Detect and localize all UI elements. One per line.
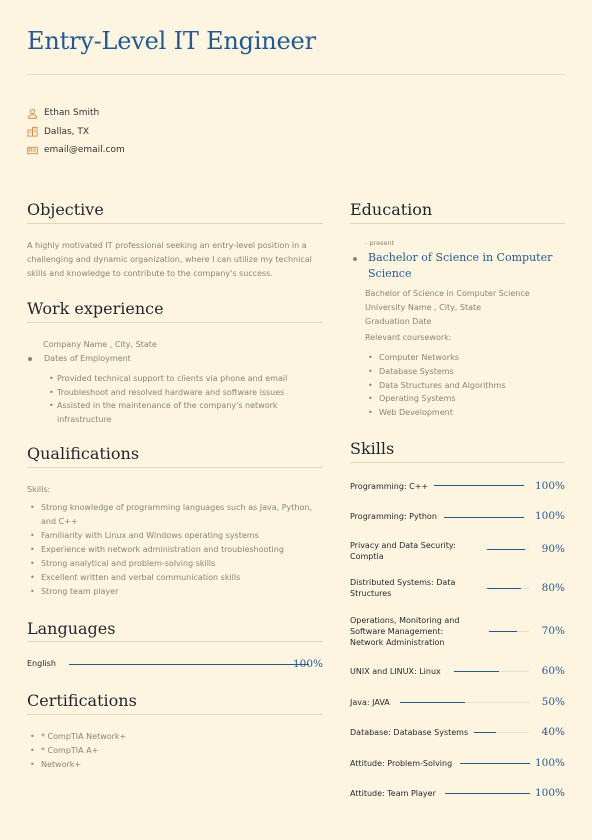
education-present: - present bbox=[365, 239, 395, 247]
skill-bar-fill bbox=[474, 732, 496, 733]
skill-name: Database: Database Systems bbox=[350, 728, 469, 737]
language-name: English bbox=[27, 659, 56, 668]
education-detail: University Name , City, State bbox=[365, 303, 482, 312]
education-heading: Education bbox=[350, 200, 433, 219]
coursework-item: • Computer Networks bbox=[368, 351, 506, 365]
contact-info bbox=[27, 104, 125, 160]
qualifications-label: Skills: bbox=[27, 485, 51, 494]
language-percent: 100% bbox=[292, 658, 323, 670]
qualifications-heading: Qualifications bbox=[27, 444, 140, 463]
bullet-dot bbox=[28, 357, 32, 361]
languages-heading: Languages bbox=[27, 619, 116, 638]
skill-bar bbox=[444, 517, 524, 518]
work-bullets bbox=[49, 372, 323, 427]
work-dates-row bbox=[27, 352, 323, 366]
certification-item: • * CompTIA A+ bbox=[30, 744, 126, 758]
skill-name: Attitude: Problem-Solving bbox=[350, 759, 453, 768]
qualifications-block bbox=[27, 485, 323, 599]
work-company: Company Name , City, State bbox=[43, 340, 157, 349]
work-bullet: • Troubleshoot and resolved hardware and software issues bbox=[49, 386, 299, 400]
skill-bar-fill bbox=[460, 763, 530, 764]
education-divider bbox=[350, 223, 565, 224]
work-divider bbox=[27, 322, 323, 323]
qualifications-list bbox=[30, 501, 323, 599]
language-bar bbox=[69, 664, 309, 665]
objective-text: A highly motivated IT professional seeking an entry-level position in a challenging and dynamic organization, where I can utilize my technical skills and knowledge to contribute to the company's success. bbox=[27, 241, 312, 278]
skill-bar-fill bbox=[454, 671, 499, 672]
skill-name: Privacy and Data Security: Comptia bbox=[350, 541, 456, 561]
coursework-item: • Database Systems bbox=[368, 365, 506, 379]
skill-percent: 60% bbox=[541, 665, 565, 677]
language-bar-fill bbox=[69, 664, 309, 665]
work-entry bbox=[27, 338, 323, 427]
certification-item: • Network+ bbox=[30, 758, 126, 772]
skill-bar-fill bbox=[489, 631, 517, 632]
skill-bar bbox=[434, 485, 524, 486]
certifications-divider bbox=[27, 714, 323, 715]
certifications-heading: Certifications bbox=[27, 691, 137, 710]
skill-name: Operations, Monitoring and Software Management: Network Administration bbox=[350, 616, 460, 647]
coursework-list bbox=[368, 351, 506, 420]
skill-bar bbox=[460, 763, 530, 764]
skill-percent: 100% bbox=[534, 510, 565, 522]
qualification-item: • Familiarity with Linux and Windows operating systems bbox=[30, 529, 320, 543]
languages-divider bbox=[27, 641, 323, 642]
qualification-item: • Experience with network administration and troubleshooting bbox=[30, 543, 320, 557]
skill-bar bbox=[474, 732, 529, 733]
skill-bar-fill bbox=[444, 517, 524, 518]
skill-name: Attitude: Team Player bbox=[350, 789, 436, 798]
skills-divider bbox=[350, 462, 565, 463]
title-divider bbox=[27, 74, 565, 75]
qualification-item: • Strong knowledge of programming languages such as Java, Python, and C++ bbox=[30, 501, 320, 529]
contact-name-row bbox=[27, 104, 125, 123]
skill-bar bbox=[487, 588, 529, 589]
education-details bbox=[365, 287, 565, 329]
skill-bar-fill bbox=[400, 702, 465, 703]
skill-percent: 100% bbox=[534, 787, 565, 799]
language-row bbox=[27, 658, 323, 672]
skill-bar-fill bbox=[487, 549, 525, 550]
skill-bar-fill bbox=[434, 485, 524, 486]
education-detail: Graduation Date bbox=[365, 317, 432, 326]
building-icon bbox=[27, 126, 38, 137]
work-dates: Dates of Employment bbox=[44, 354, 131, 363]
qualification-item: • Excellent written and verbal communication skills bbox=[30, 571, 320, 585]
person-icon bbox=[27, 108, 38, 119]
contact-name: Ethan Smith bbox=[44, 108, 100, 119]
certifications-list bbox=[30, 730, 126, 772]
certification-item: • * CompTIA Network+ bbox=[30, 730, 126, 744]
skill-name: UNIX and LINUX: Linux bbox=[350, 667, 441, 676]
skill-percent: 80% bbox=[541, 582, 565, 594]
skill-bar bbox=[445, 793, 530, 794]
education-degree: Bachelor of Science in Computer Science bbox=[368, 251, 553, 280]
qualification-item: • Strong team player bbox=[30, 585, 320, 599]
skill-percent: 100% bbox=[534, 480, 565, 492]
skill-bar bbox=[487, 549, 529, 550]
coursework-item: • Web Development bbox=[368, 406, 506, 420]
objective-divider bbox=[27, 223, 323, 224]
skill-name: Programming: C++ bbox=[350, 482, 429, 491]
education-detail: Bachelor of Science in Computer Science bbox=[365, 289, 530, 298]
work-bullet: • Assisted in the maintenance of the company's network infrastructure bbox=[49, 399, 299, 426]
work-bullet: • Provided technical support to clients via phone and email bbox=[49, 372, 299, 386]
skill-percent: 100% bbox=[534, 757, 565, 769]
work-heading: Work experience bbox=[27, 299, 164, 318]
education-degree-row bbox=[350, 250, 565, 282]
skill-bar-fill bbox=[487, 588, 521, 589]
skill-bar bbox=[454, 671, 529, 672]
coursework-label: Relevant coursework: bbox=[365, 333, 452, 342]
contact-location-row bbox=[27, 123, 125, 142]
skill-percent: 40% bbox=[541, 726, 565, 738]
skill-bar bbox=[489, 631, 529, 632]
skill-percent: 90% bbox=[541, 543, 565, 555]
email-icon bbox=[27, 145, 38, 156]
contact-location: Dallas, TX bbox=[44, 126, 90, 137]
qualifications-divider bbox=[27, 467, 323, 468]
skill-percent: 50% bbox=[541, 696, 565, 708]
skill-bar bbox=[400, 702, 530, 703]
resume-title: Entry-Level IT Engineer bbox=[27, 27, 316, 55]
qualification-item: • Strong analytical and problem-solving skills bbox=[30, 557, 320, 571]
bullet-dot bbox=[353, 257, 357, 261]
coursework-item: • Operating Systems bbox=[368, 392, 506, 406]
skills-heading: Skills bbox=[350, 439, 395, 458]
objective-heading: Objective bbox=[27, 200, 104, 219]
coursework-item: • Data Structures and Algorithms bbox=[368, 379, 506, 393]
skill-bar-fill bbox=[445, 793, 530, 794]
contact-email[interactable]: email@email.com bbox=[44, 145, 125, 156]
skill-name: Programming: Python bbox=[350, 512, 437, 521]
contact-email-row bbox=[27, 141, 125, 160]
skill-percent: 70% bbox=[541, 625, 565, 637]
skill-name: Java: JAVA bbox=[350, 698, 390, 707]
skill-name: Distributed Systems: Data Structures bbox=[350, 578, 456, 598]
